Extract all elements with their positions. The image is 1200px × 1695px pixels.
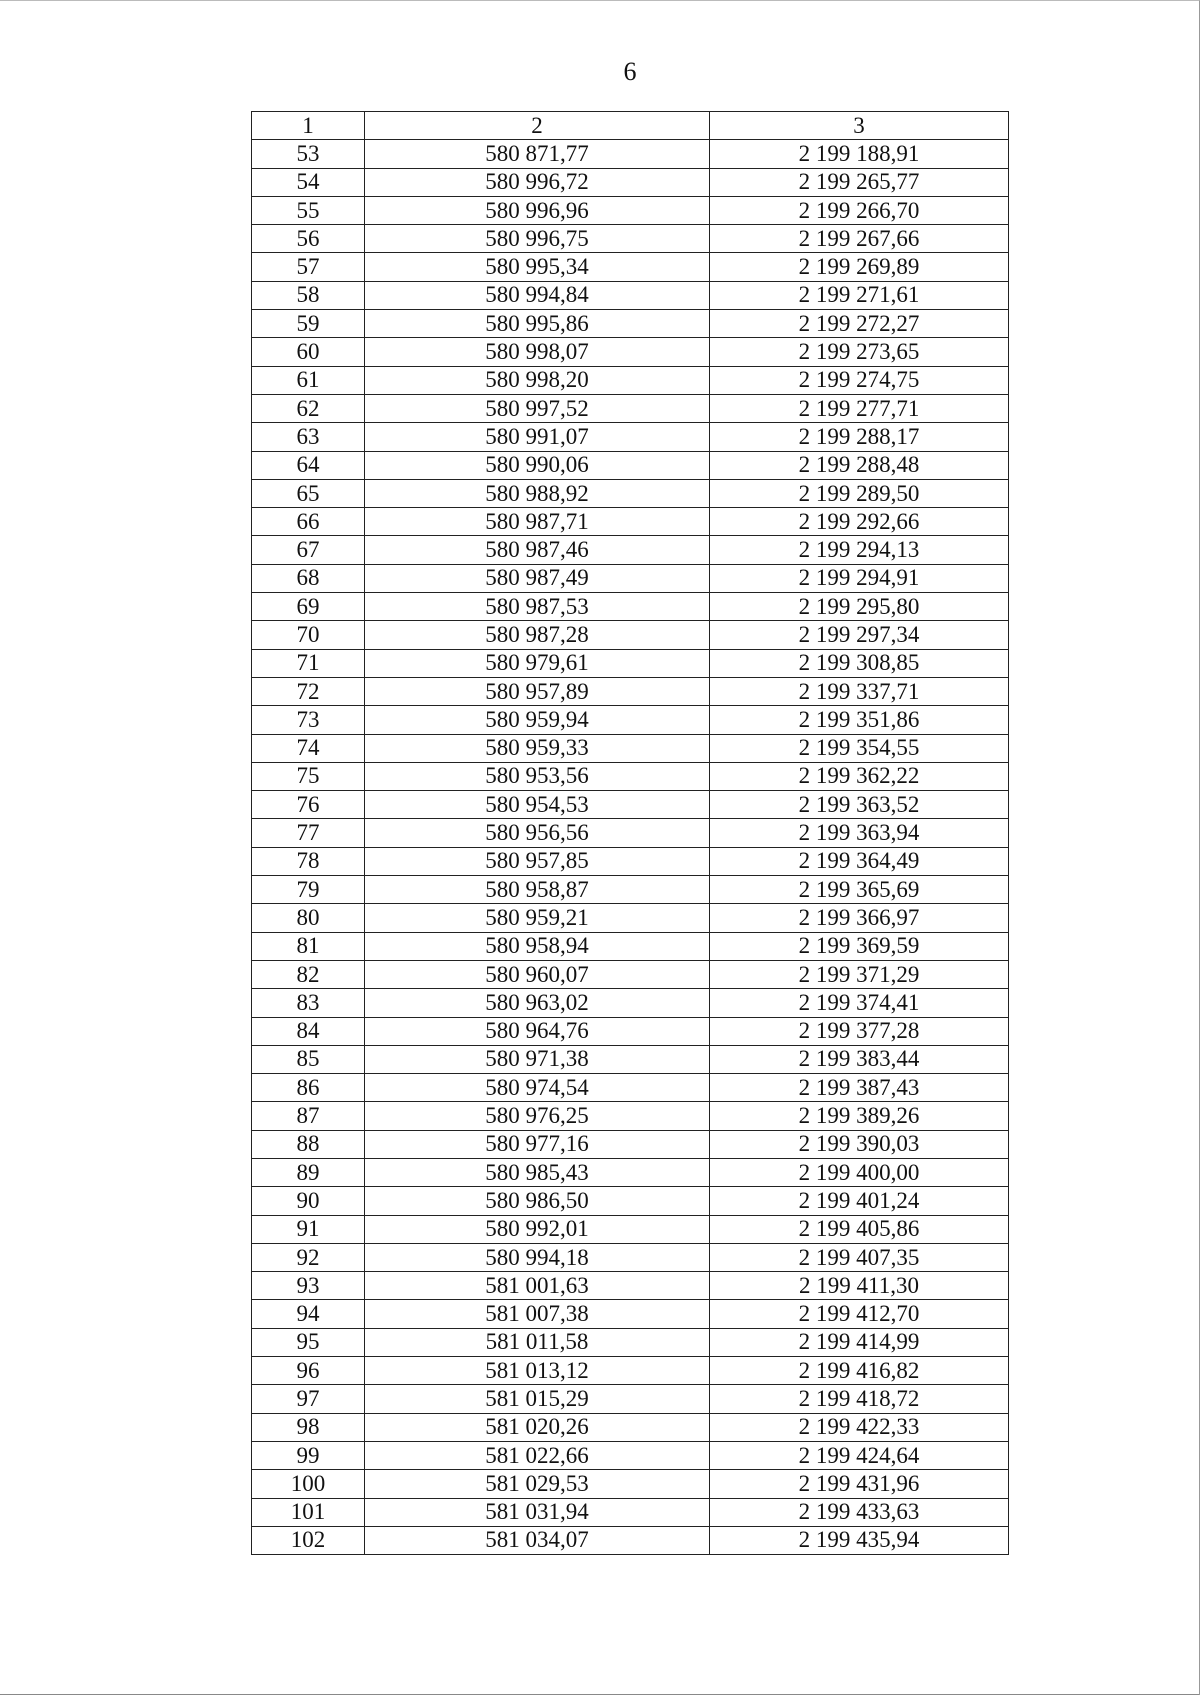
table-row <box>252 649 1009 677</box>
table-row <box>252 281 1009 309</box>
table-row <box>252 706 1009 734</box>
table-row <box>252 677 1009 705</box>
table-row <box>252 1187 1009 1215</box>
cell-y-coordinate: 2 199 366,97 <box>710 904 1009 932</box>
cell-x-coordinate: 580 991,07 <box>365 423 710 451</box>
cell-y-coordinate: 2 199 265,77 <box>710 168 1009 196</box>
cell-point-number: 73 <box>252 706 365 734</box>
table-row <box>252 1158 1009 1186</box>
table-row <box>252 140 1009 168</box>
table-row <box>252 904 1009 932</box>
cell-y-coordinate: 2 199 294,13 <box>710 536 1009 564</box>
cell-x-coordinate: 581 029,53 <box>365 1470 710 1498</box>
table-row <box>252 196 1009 224</box>
cell-point-number: 101 <box>252 1498 365 1526</box>
table-row <box>252 1413 1009 1441</box>
cell-y-coordinate: 2 199 377,28 <box>710 1017 1009 1045</box>
cell-point-number: 87 <box>252 1102 365 1130</box>
cell-x-coordinate: 580 959,21 <box>365 904 710 932</box>
cell-x-coordinate: 580 987,28 <box>365 621 710 649</box>
cell-x-coordinate: 581 031,94 <box>365 1498 710 1526</box>
cell-y-coordinate: 2 199 274,75 <box>710 366 1009 394</box>
cell-x-coordinate: 581 020,26 <box>365 1413 710 1441</box>
cell-point-number: 98 <box>252 1413 365 1441</box>
cell-point-number: 89 <box>252 1158 365 1186</box>
cell-point-number: 67 <box>252 536 365 564</box>
cell-y-coordinate: 2 199 277,71 <box>710 394 1009 422</box>
cell-x-coordinate: 580 963,02 <box>365 989 710 1017</box>
table-row <box>252 1498 1009 1526</box>
cell-y-coordinate: 2 199 371,29 <box>710 960 1009 988</box>
cell-point-number: 94 <box>252 1300 365 1328</box>
cell-x-coordinate: 581 007,38 <box>365 1300 710 1328</box>
cell-y-coordinate: 2 199 273,65 <box>710 338 1009 366</box>
cell-y-coordinate: 2 199 362,22 <box>710 762 1009 790</box>
table-row <box>252 253 1009 281</box>
table-row <box>252 1102 1009 1130</box>
table-row <box>252 1470 1009 1498</box>
cell-y-coordinate: 2 199 363,52 <box>710 791 1009 819</box>
table-row <box>252 876 1009 904</box>
cell-x-coordinate: 580 974,54 <box>365 1074 710 1102</box>
cell-point-number: 55 <box>252 196 365 224</box>
cell-point-number: 102 <box>252 1526 365 1554</box>
cell-x-coordinate: 580 956,56 <box>365 819 710 847</box>
table-row <box>252 960 1009 988</box>
table-row <box>252 791 1009 819</box>
table-row <box>252 479 1009 507</box>
cell-y-coordinate: 2 199 389,26 <box>710 1102 1009 1130</box>
cell-y-coordinate: 2 199 188,91 <box>710 140 1009 168</box>
cell-x-coordinate: 580 994,18 <box>365 1243 710 1271</box>
page-number: 6 <box>623 57 637 86</box>
cell-x-coordinate: 580 992,01 <box>365 1215 710 1243</box>
cell-y-coordinate: 2 199 369,59 <box>710 932 1009 960</box>
cell-x-coordinate: 580 971,38 <box>365 1045 710 1073</box>
cell-y-coordinate: 2 199 364,49 <box>710 847 1009 875</box>
table-row <box>252 1441 1009 1469</box>
cell-point-number: 72 <box>252 677 365 705</box>
cell-y-coordinate: 2 199 351,86 <box>710 706 1009 734</box>
cell-point-number: 56 <box>252 225 365 253</box>
column-header-x: 2 <box>365 112 710 140</box>
cell-point-number: 79 <box>252 876 365 904</box>
table-row <box>252 1300 1009 1328</box>
cell-point-number: 70 <box>252 621 365 649</box>
table-row <box>252 1272 1009 1300</box>
cell-y-coordinate: 2 199 407,35 <box>710 1243 1009 1271</box>
cell-y-coordinate: 2 199 365,69 <box>710 876 1009 904</box>
table-row <box>252 1130 1009 1158</box>
cell-point-number: 78 <box>252 847 365 875</box>
cell-x-coordinate: 581 011,58 <box>365 1328 710 1356</box>
cell-x-coordinate: 580 987,46 <box>365 536 710 564</box>
table-row <box>252 621 1009 649</box>
cell-point-number: 71 <box>252 649 365 677</box>
cell-y-coordinate: 2 199 354,55 <box>710 734 1009 762</box>
cell-y-coordinate: 2 199 289,50 <box>710 479 1009 507</box>
cell-x-coordinate: 580 957,89 <box>365 677 710 705</box>
table-row <box>252 762 1009 790</box>
table-row <box>252 1045 1009 1073</box>
table-row <box>252 564 1009 592</box>
cell-point-number: 92 <box>252 1243 365 1271</box>
cell-point-number: 63 <box>252 423 365 451</box>
cell-x-coordinate: 580 994,84 <box>365 281 710 309</box>
cell-point-number: 76 <box>252 791 365 819</box>
cell-y-coordinate: 2 199 401,24 <box>710 1187 1009 1215</box>
cell-y-coordinate: 2 199 424,64 <box>710 1441 1009 1469</box>
cell-x-coordinate: 580 998,20 <box>365 366 710 394</box>
table-header-row <box>252 112 1009 140</box>
table-row <box>252 168 1009 196</box>
table-row <box>252 366 1009 394</box>
coordinates-table <box>251 111 1009 1555</box>
cell-point-number: 60 <box>252 338 365 366</box>
cell-x-coordinate: 580 979,61 <box>365 649 710 677</box>
cell-point-number: 75 <box>252 762 365 790</box>
cell-x-coordinate: 581 013,12 <box>365 1357 710 1385</box>
cell-point-number: 61 <box>252 366 365 394</box>
cell-x-coordinate: 580 977,16 <box>365 1130 710 1158</box>
cell-x-coordinate: 580 987,49 <box>365 564 710 592</box>
cell-y-coordinate: 2 199 387,43 <box>710 1074 1009 1102</box>
cell-x-coordinate: 580 958,87 <box>365 876 710 904</box>
cell-x-coordinate: 580 986,50 <box>365 1187 710 1215</box>
table-row <box>252 734 1009 762</box>
cell-x-coordinate: 580 996,96 <box>365 196 710 224</box>
table-row <box>252 394 1009 422</box>
cell-y-coordinate: 2 199 267,66 <box>710 225 1009 253</box>
cell-point-number: 97 <box>252 1385 365 1413</box>
cell-y-coordinate: 2 199 295,80 <box>710 593 1009 621</box>
cell-x-coordinate: 580 988,92 <box>365 479 710 507</box>
cell-point-number: 91 <box>252 1215 365 1243</box>
column-header-point-number: 1 <box>252 112 365 140</box>
cell-x-coordinate: 580 995,34 <box>365 253 710 281</box>
cell-y-coordinate: 2 199 418,72 <box>710 1385 1009 1413</box>
table-row <box>252 847 1009 875</box>
table-row <box>252 1074 1009 1102</box>
cell-point-number: 96 <box>252 1357 365 1385</box>
cell-x-coordinate: 581 015,29 <box>365 1385 710 1413</box>
cell-point-number: 57 <box>252 253 365 281</box>
cell-y-coordinate: 2 199 400,00 <box>710 1158 1009 1186</box>
cell-x-coordinate: 580 960,07 <box>365 960 710 988</box>
cell-point-number: 64 <box>252 451 365 479</box>
cell-point-number: 53 <box>252 140 365 168</box>
table-row <box>252 819 1009 847</box>
cell-point-number: 77 <box>252 819 365 847</box>
table-body <box>252 140 1009 1555</box>
cell-x-coordinate: 580 959,94 <box>365 706 710 734</box>
table-row <box>252 536 1009 564</box>
cell-x-coordinate: 580 953,56 <box>365 762 710 790</box>
cell-y-coordinate: 2 199 288,48 <box>710 451 1009 479</box>
cell-x-coordinate: 580 996,72 <box>365 168 710 196</box>
cell-y-coordinate: 2 199 294,91 <box>710 564 1009 592</box>
cell-y-coordinate: 2 199 422,33 <box>710 1413 1009 1441</box>
cell-x-coordinate: 581 001,63 <box>365 1272 710 1300</box>
cell-y-coordinate: 2 199 433,63 <box>710 1498 1009 1526</box>
table-row <box>252 451 1009 479</box>
cell-point-number: 54 <box>252 168 365 196</box>
cell-x-coordinate: 580 995,86 <box>365 310 710 338</box>
cell-y-coordinate: 2 199 269,89 <box>710 253 1009 281</box>
cell-point-number: 66 <box>252 508 365 536</box>
cell-x-coordinate: 580 997,52 <box>365 394 710 422</box>
cell-point-number: 99 <box>252 1441 365 1469</box>
cell-y-coordinate: 2 199 383,44 <box>710 1045 1009 1073</box>
column-header-y: 3 <box>710 112 1009 140</box>
cell-y-coordinate: 2 199 337,71 <box>710 677 1009 705</box>
cell-x-coordinate: 580 987,53 <box>365 593 710 621</box>
cell-point-number: 100 <box>252 1470 365 1498</box>
cell-point-number: 93 <box>252 1272 365 1300</box>
cell-y-coordinate: 2 199 431,96 <box>710 1470 1009 1498</box>
cell-y-coordinate: 2 199 266,70 <box>710 196 1009 224</box>
cell-x-coordinate: 580 964,76 <box>365 1017 710 1045</box>
cell-y-coordinate: 2 199 271,61 <box>710 281 1009 309</box>
cell-point-number: 85 <box>252 1045 365 1073</box>
cell-x-coordinate: 580 990,06 <box>365 451 710 479</box>
cell-y-coordinate: 2 199 363,94 <box>710 819 1009 847</box>
table-row <box>252 310 1009 338</box>
cell-x-coordinate: 580 996,75 <box>365 225 710 253</box>
cell-point-number: 58 <box>252 281 365 309</box>
cell-y-coordinate: 2 199 416,82 <box>710 1357 1009 1385</box>
cell-point-number: 88 <box>252 1130 365 1158</box>
cell-x-coordinate: 580 954,53 <box>365 791 710 819</box>
cell-point-number: 86 <box>252 1074 365 1102</box>
cell-y-coordinate: 2 199 308,85 <box>710 649 1009 677</box>
table-row <box>252 1017 1009 1045</box>
table-row <box>252 1328 1009 1356</box>
cell-point-number: 68 <box>252 564 365 592</box>
cell-point-number: 80 <box>252 904 365 932</box>
cell-x-coordinate: 580 998,07 <box>365 338 710 366</box>
cell-x-coordinate: 580 987,71 <box>365 508 710 536</box>
cell-x-coordinate: 580 959,33 <box>365 734 710 762</box>
table-row <box>252 1385 1009 1413</box>
cell-y-coordinate: 2 199 435,94 <box>710 1526 1009 1554</box>
table-row <box>252 932 1009 960</box>
cell-y-coordinate: 2 199 374,41 <box>710 989 1009 1017</box>
cell-point-number: 90 <box>252 1187 365 1215</box>
cell-y-coordinate: 2 199 405,86 <box>710 1215 1009 1243</box>
cell-x-coordinate: 580 957,85 <box>365 847 710 875</box>
cell-x-coordinate: 580 985,43 <box>365 1158 710 1186</box>
cell-point-number: 81 <box>252 932 365 960</box>
cell-x-coordinate: 580 871,77 <box>365 140 710 168</box>
cell-point-number: 74 <box>252 734 365 762</box>
cell-y-coordinate: 2 199 297,34 <box>710 621 1009 649</box>
table-row <box>252 423 1009 451</box>
table-row <box>252 508 1009 536</box>
table-row <box>252 1526 1009 1554</box>
cell-point-number: 95 <box>252 1328 365 1356</box>
cell-point-number: 84 <box>252 1017 365 1045</box>
table-row <box>252 1215 1009 1243</box>
cell-y-coordinate: 2 199 272,27 <box>710 310 1009 338</box>
cell-y-coordinate: 2 199 411,30 <box>710 1272 1009 1300</box>
table-row <box>252 1243 1009 1271</box>
table-row <box>252 338 1009 366</box>
table-row <box>252 225 1009 253</box>
cell-x-coordinate: 581 034,07 <box>365 1526 710 1554</box>
cell-x-coordinate: 580 976,25 <box>365 1102 710 1130</box>
cell-point-number: 82 <box>252 960 365 988</box>
cell-point-number: 83 <box>252 989 365 1017</box>
table-row <box>252 1357 1009 1385</box>
table-row <box>252 989 1009 1017</box>
cell-x-coordinate: 581 022,66 <box>365 1441 710 1469</box>
cell-y-coordinate: 2 199 288,17 <box>710 423 1009 451</box>
cell-y-coordinate: 2 199 414,99 <box>710 1328 1009 1356</box>
cell-x-coordinate: 580 958,94 <box>365 932 710 960</box>
table-row <box>252 593 1009 621</box>
cell-point-number: 65 <box>252 479 365 507</box>
cell-y-coordinate: 2 199 412,70 <box>710 1300 1009 1328</box>
cell-y-coordinate: 2 199 292,66 <box>710 508 1009 536</box>
cell-point-number: 69 <box>252 593 365 621</box>
cell-y-coordinate: 2 199 390,03 <box>710 1130 1009 1158</box>
cell-point-number: 62 <box>252 394 365 422</box>
cell-point-number: 59 <box>252 310 365 338</box>
